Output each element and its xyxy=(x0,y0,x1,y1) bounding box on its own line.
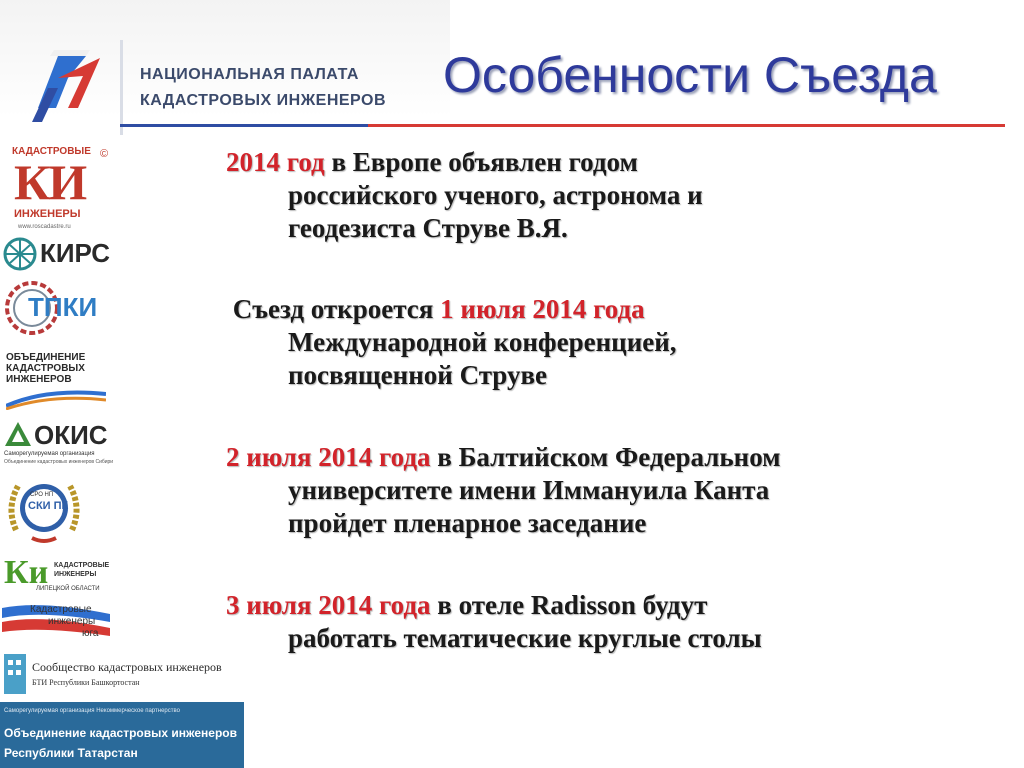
paragraph-opening xyxy=(226,293,677,392)
ki-tree-logo-icon: Ки xyxy=(4,554,49,591)
tatarstan-line1: Объединение кадастровых инженеров xyxy=(4,726,237,740)
ki-copyright: © xyxy=(100,148,109,160)
org-name-line2: КАДАСТРОВЫХ ИНЖЕНЕРОВ xyxy=(140,92,387,109)
lipetsk-line1: КАДАСТРОВЫЕ xyxy=(54,562,110,569)
tpki-text: ТПКИ xyxy=(28,292,98,322)
paragraph-round-tables xyxy=(226,589,762,655)
ki-bottom-text: ИНЖЕНЕРЫ xyxy=(14,208,81,220)
triangle-icon xyxy=(4,420,32,448)
paragraph-line: пройдет пленарное заседание xyxy=(288,508,647,538)
highlight-year: 2014 год xyxy=(226,147,325,177)
logo-obedinenie-tatarstan xyxy=(0,702,244,768)
logo-kadastrovye-inzhenery xyxy=(8,146,112,236)
paragraph-line xyxy=(226,589,762,622)
npki-logo-icon xyxy=(28,48,108,128)
paragraph-text: в Европе объявлен годом xyxy=(324,147,638,177)
paragraph-line: российского ученого, астронома и xyxy=(288,180,703,210)
building-icon xyxy=(2,652,28,696)
paragraph-line xyxy=(226,441,781,474)
globe-icon xyxy=(2,236,38,272)
paragraph-plenary xyxy=(226,441,781,540)
slide-title: Особенности Съезда xyxy=(443,47,937,103)
okis-text: ОКИС xyxy=(34,420,108,450)
paragraph-line: посвященной Струве xyxy=(288,360,548,390)
yuga-line3: юга xyxy=(82,628,99,639)
paragraph-text: в Балтийском Федеральном xyxy=(430,442,781,472)
tatarstan-line2: Республики Татарстан xyxy=(4,746,138,760)
obedinenie-line3: ИНЖЕНЕРОВ xyxy=(6,374,72,385)
logo-ki-lipetsk xyxy=(4,556,108,600)
lipetsk-line2: ИНЖЕНЕРЫ xyxy=(54,571,97,578)
paragraph-year xyxy=(226,146,703,245)
sidebar-logos xyxy=(0,142,246,768)
okis-line2: Объединение кадастровых инженеров Сибири xyxy=(4,459,114,465)
paragraph-line xyxy=(226,293,677,326)
logo-obedinenie-ki xyxy=(6,352,106,412)
paragraph-line: Международной конференцией, xyxy=(288,327,677,357)
paragraph-line: геодезиста Струве В.Я. xyxy=(288,213,568,243)
header-divider xyxy=(120,40,123,135)
logo-ki-yuga xyxy=(2,600,110,644)
tatarstan-line0: Саморегулируемая организация Некоммерческое партнерство xyxy=(4,708,180,714)
org-name-line1: НАЦИОНАЛЬНАЯ ПАЛАТА xyxy=(140,66,359,83)
lipetsk-line3: ЛИПЕЦКОЙ ОБЛАСТИ xyxy=(36,586,100,592)
ki-top-text: КАДАСТРОВЫЕ xyxy=(12,146,91,157)
logo-okis xyxy=(4,420,114,468)
wave-icon xyxy=(6,386,106,410)
paragraph-text: Съезд откроется xyxy=(226,294,441,324)
yuga-line1: Кадастровые xyxy=(30,604,92,615)
highlight-date: 2 июля 2014 года xyxy=(226,442,431,472)
ki-url: www.roscadastre.ru xyxy=(18,224,71,230)
obedinenie-line1: ОБЪЕДИНЕНИЕ xyxy=(6,352,86,363)
paragraph-text: в отеле Radisson будут xyxy=(430,590,708,620)
title-rule xyxy=(120,124,1005,127)
highlight-date: 3 июля 2014 года xyxy=(226,590,431,620)
ki-logo-icon: КИ xyxy=(14,154,86,210)
logo-kirs xyxy=(2,234,112,274)
soobshchestvo-line1: Сообщество кадастровых инженеров xyxy=(32,660,222,674)
obedinenie-line2: КАДАСТРОВЫХ xyxy=(6,363,85,374)
ski-pk-text: СКИ ПК xyxy=(28,500,69,512)
paragraph-line xyxy=(226,146,703,179)
kirs-text: КИРС xyxy=(40,238,111,268)
ski-pk-top-text: СРО НП xyxy=(30,492,54,498)
okis-line1: Саморегулируемая организация xyxy=(4,451,95,457)
yuga-line2: инженеры xyxy=(48,616,96,627)
logo-tpki xyxy=(2,278,112,338)
logo-soobshchestvo-ki xyxy=(0,650,244,700)
paragraph-line: университете имени Иммануила Канта xyxy=(288,475,770,505)
logo-ski-pk xyxy=(2,472,86,548)
soobshchestvo-line2: БТИ Республики Башкортостан xyxy=(32,678,140,687)
highlight-date: 1 июля 2014 года xyxy=(440,294,645,324)
paragraph-line: работать тематические круглые столы xyxy=(288,623,762,653)
